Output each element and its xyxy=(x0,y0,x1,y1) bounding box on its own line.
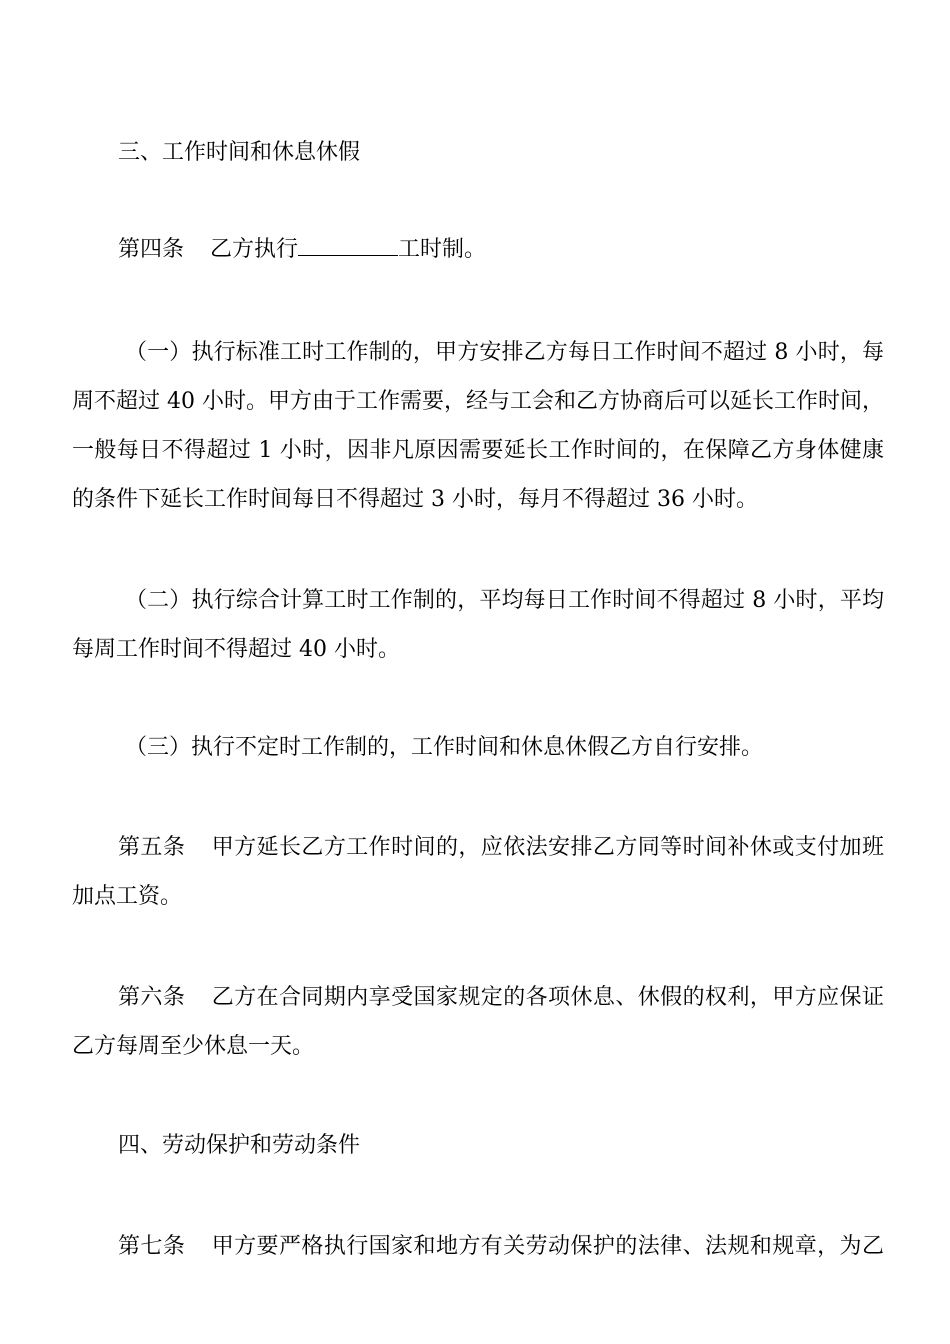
section-heading-text: 四、劳动保护和劳动条件 xyxy=(118,1133,361,1158)
section-heading-text: 三、工作时间和休息休假 xyxy=(118,140,361,165)
article-text: 乙方在合同期内享受国家规定的各项休息、休假的权利，甲方应保证 xyxy=(211,985,884,1010)
article-6 xyxy=(72,973,884,1071)
section-heading-4 xyxy=(118,1121,360,1170)
clause-1 xyxy=(72,328,884,524)
section-heading-3 xyxy=(118,128,360,177)
article-line xyxy=(72,1222,884,1271)
article-line xyxy=(72,823,884,872)
article-label: 第六条 xyxy=(118,985,186,1010)
article-line: 乙方每周至少休息一天。 xyxy=(72,1034,315,1059)
clause-3 xyxy=(72,723,884,772)
clause-line: （三）执行不定时工作制的，工作时间和休息休假乙方自行安排。 xyxy=(125,735,764,760)
article-5 xyxy=(72,823,884,921)
article-text: 甲方要严格执行国家和地方有关劳动保护的法律、法规和规章，为乙 xyxy=(211,1234,884,1259)
fill-in-blank xyxy=(298,235,398,256)
article-4 xyxy=(118,225,486,274)
article-label: 第四条 xyxy=(118,237,185,262)
clause-line: 一般每日不得超过 1 小时，因非凡原因需要延长工作时间的，在保障乙方身体健康 xyxy=(72,438,884,463)
article-text: 甲方延长乙方工作时间的，应依法安排乙方同等时间补休或支付加班 xyxy=(211,835,884,860)
article-7 xyxy=(72,1222,884,1271)
article-line xyxy=(72,973,884,1022)
clause-line: 周不超过 40 小时。甲方由于工作需要，经与工会和乙方协商后可以延长工作时间， xyxy=(72,389,884,414)
article-text: 乙方执行 xyxy=(210,237,299,262)
clause-2 xyxy=(72,576,884,674)
clause-line: 每周工作时间不得超过 40 小时。 xyxy=(72,637,400,662)
article-label: 第七条 xyxy=(118,1234,186,1259)
clause-line: （二）执行综合计算工时工作制的，平均每日工作时间不得超过 8 小时，平均 xyxy=(125,588,884,613)
clause-line: （一）执行标准工时工作制的，甲方安排乙方每日工作时间不超过 8 小时，每 xyxy=(125,340,884,365)
article-text: 工时制。 xyxy=(398,237,487,262)
article-line: 加点工资。 xyxy=(72,884,183,909)
clause-line: 的条件下延长工作时间每日不得超过 3 小时，每月不得超过 36 小时。 xyxy=(72,487,758,512)
article-label: 第五条 xyxy=(118,835,186,860)
